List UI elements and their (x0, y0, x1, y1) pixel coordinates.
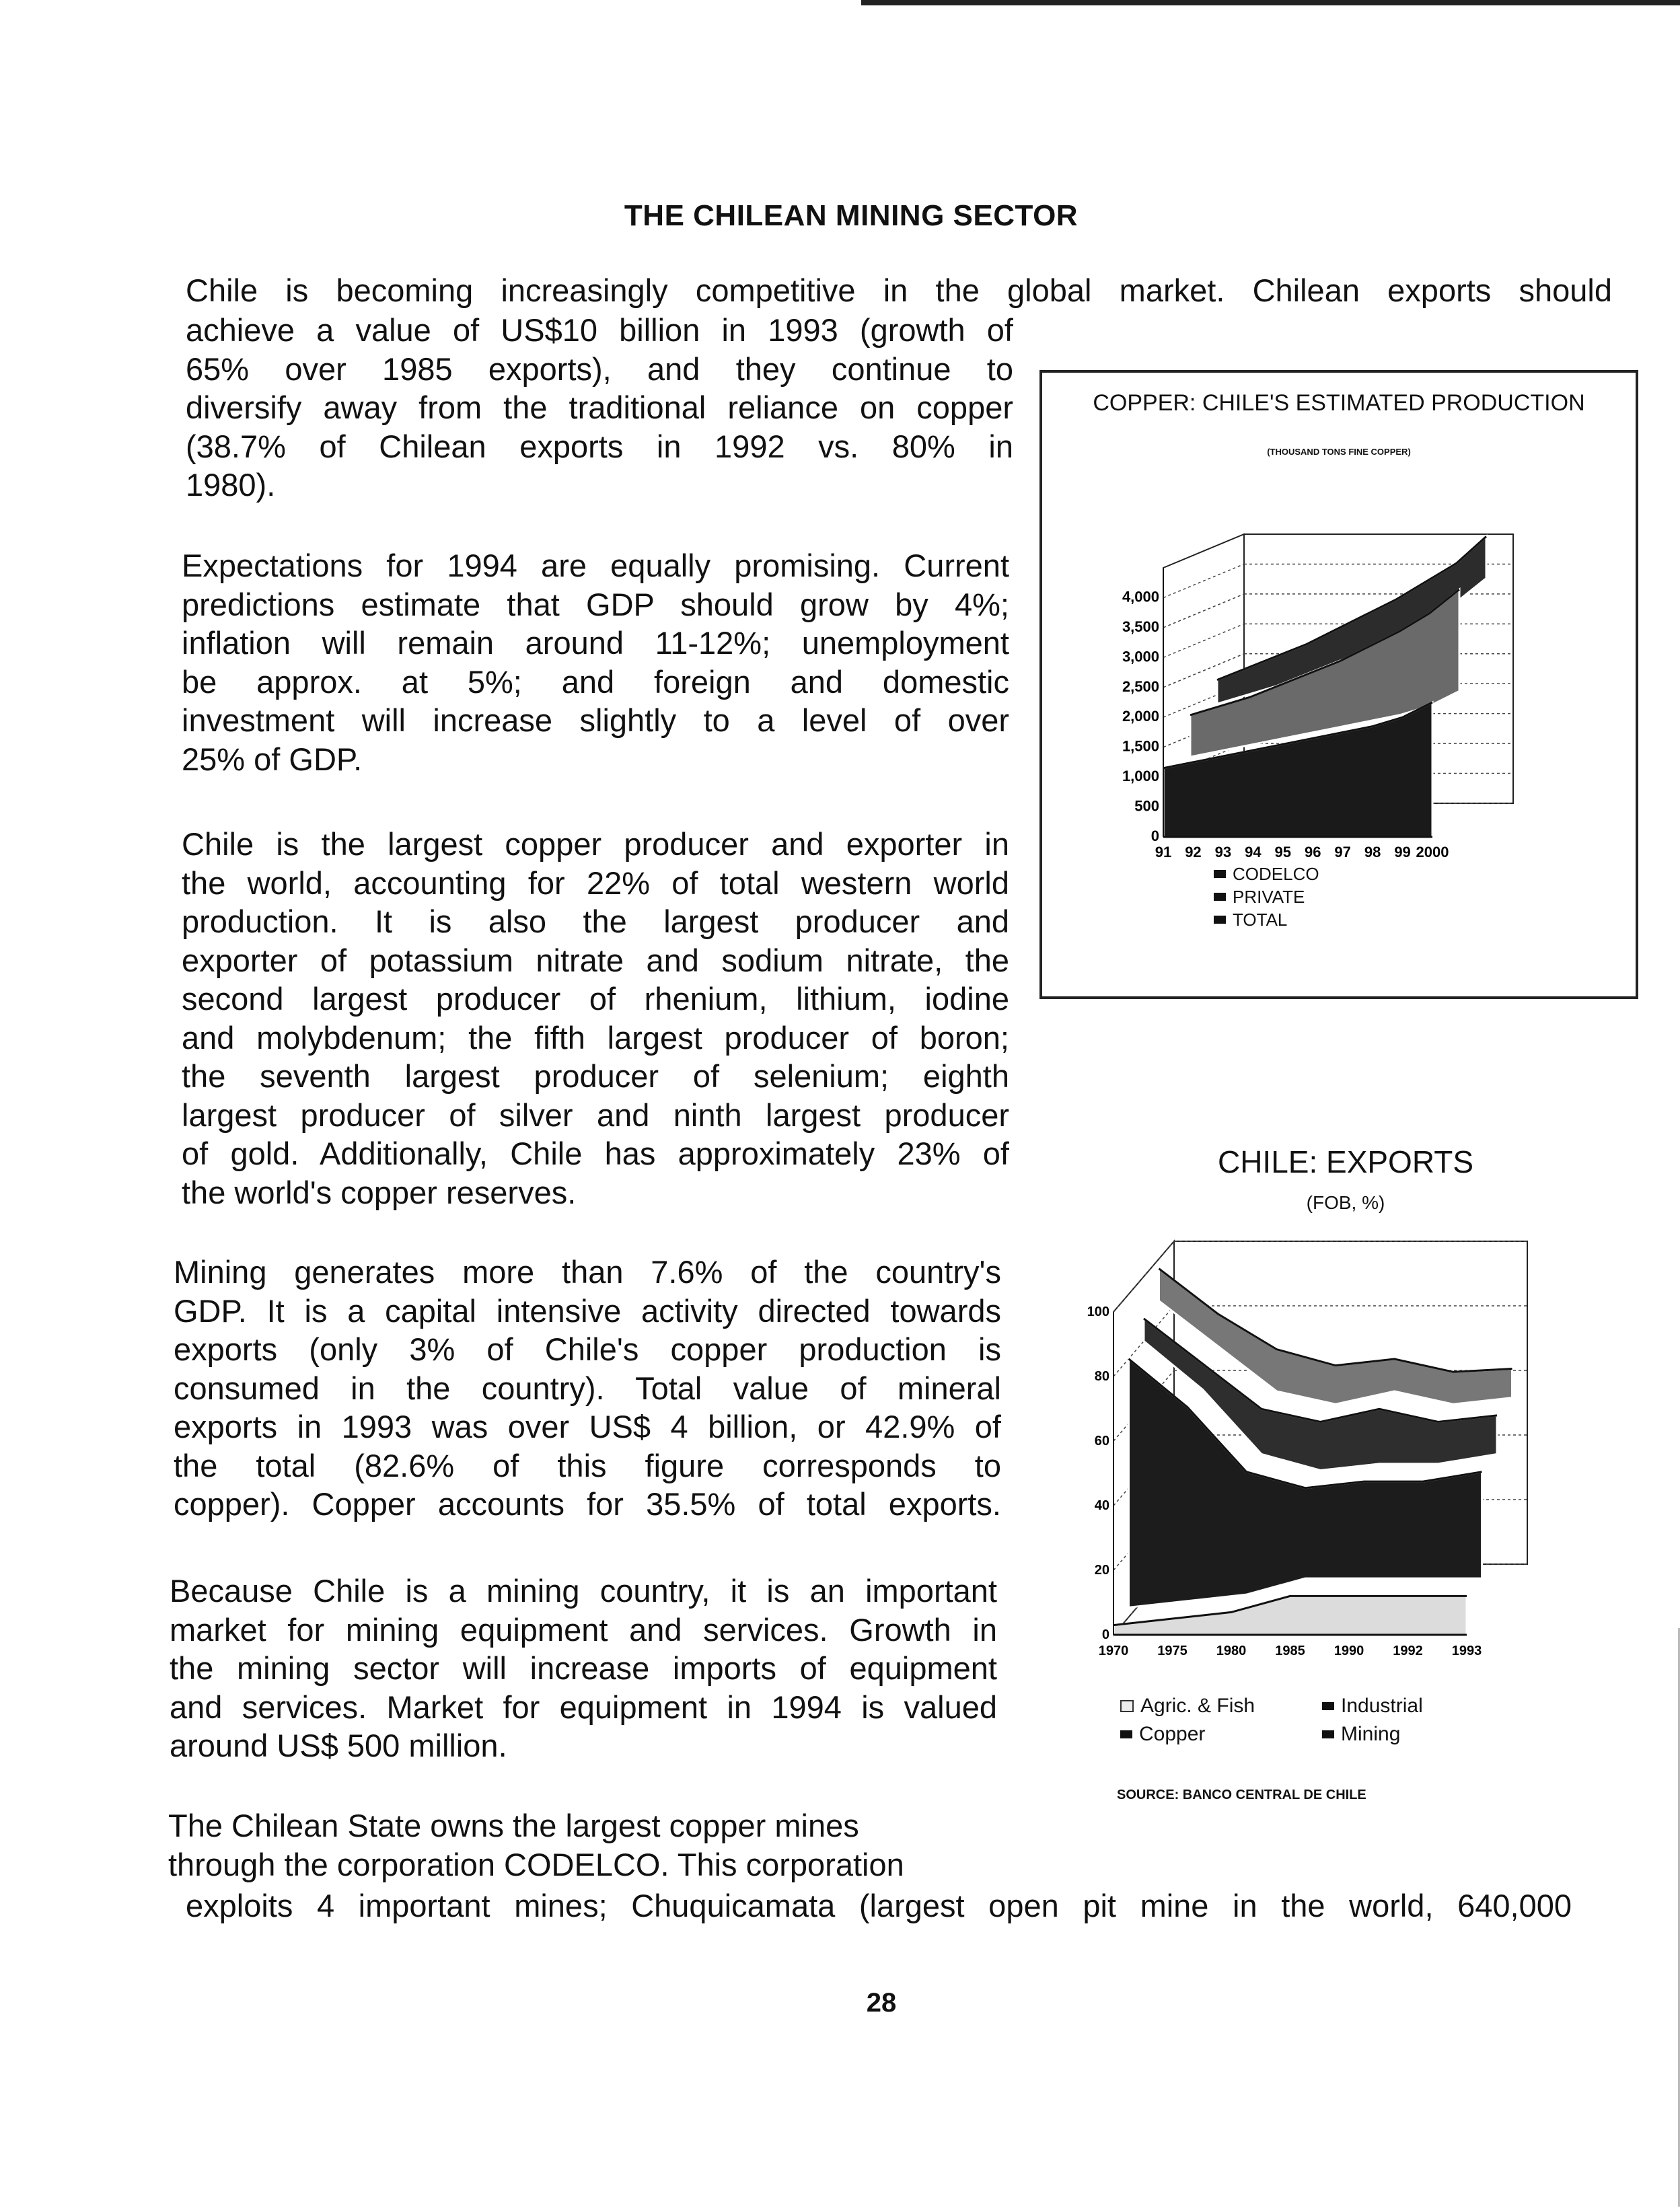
text-line: The Chilean State owns the largest copper mines (168, 1808, 859, 1843)
text-line: Chile is the largest copper producer and exporter in (182, 826, 1009, 862)
legend-label: PRIVATE (1233, 887, 1305, 907)
legend-item (1214, 862, 1319, 885)
text-line: Expectations for 1994 are equally promising. Current (182, 548, 1009, 583)
legend-item (1214, 908, 1319, 931)
x-tick-label: 92 (1185, 844, 1202, 860)
legend-label: Mining (1341, 1723, 1401, 1745)
x-tick-label: 2000 (1416, 844, 1449, 860)
side-gridline (1163, 624, 1244, 657)
legend-swatch (1214, 870, 1226, 878)
chart-title: COPPER: CHILE'S ESTIMATED PRODUCTION (1093, 390, 1585, 416)
text-line: GDP. It is a capital intensive activity directed towards (174, 1292, 1001, 1329)
text-line: market for mining equipment and services. Growth in (170, 1611, 997, 1648)
legend-swatch (1214, 893, 1226, 901)
exports-plot (1050, 1231, 1588, 1689)
text-line: 1980). (186, 467, 276, 503)
x-tick-label: 1992 (1393, 1644, 1423, 1658)
text-line: copper). Copper accounts for 35.5% of total exports. (174, 1486, 1001, 1522)
text-line: inflation will remain around 11-12%; unemployment (182, 625, 1009, 661)
text-line: around US$ 500 million. (170, 1728, 507, 1763)
legend-label: CODELCO (1233, 864, 1319, 884)
text-line: investment will increase slightly to a level of over (182, 702, 1009, 738)
x-tick-label: 1985 (1275, 1644, 1305, 1658)
x-tick-label: 99 (1394, 844, 1411, 860)
y-tick-label: 500 (1134, 797, 1159, 815)
text-line: exporter of potassium nitrate and sodium nitrate, the (182, 942, 1009, 978)
text-line: 25% of GDP. (182, 741, 363, 777)
last-line: exploits 4 important mines; Chuquicamata (largest open pit mine in the world, 640,000 (186, 1888, 1572, 1923)
text-line: of gold. Additionally, Chile has approximately 23% of (182, 1136, 1009, 1171)
paragraph-exports (186, 311, 1013, 505)
text-line: exports in 1993 was over US$ 4 billion, or 42.9% of (174, 1409, 1001, 1444)
legend-swatch (1214, 916, 1226, 924)
text-line: be approx. at 5%; and foreign and domestic (182, 663, 1009, 700)
y-tick-label: 2,500 (1122, 677, 1159, 695)
text-line: through the corporation CODELCO. This corporation (168, 1846, 904, 1882)
y-tick-label: 1,500 (1122, 737, 1159, 755)
legend-item (1214, 885, 1319, 908)
text-line: predictions estimate that GDP should grow by 4%; (182, 586, 1009, 622)
legend-swatch (1120, 1730, 1132, 1738)
legend-item (1322, 1720, 1400, 1749)
text-line: the mining sector will increase imports of equipment (170, 1650, 997, 1686)
chart-subtitle: (THOUSAND TONS FINE COPPER) (1267, 447, 1411, 457)
paragraph-codelco (168, 1806, 996, 1884)
x-tick-label: 96 (1304, 844, 1321, 860)
side-gridline (1163, 594, 1244, 628)
paragraph-equipment-market (170, 1572, 997, 1765)
legend-item (1322, 1692, 1423, 1720)
text-line: the seventh largest producer of selenium; eighth (182, 1058, 1009, 1094)
text-line: the total (82.6% of this figure corresponds to (174, 1447, 1001, 1483)
text-line: achieve a value of US$10 billion in 1993 (growth of (186, 312, 1013, 348)
text-line: (38.7% of Chilean exports in 1992 vs. 80% in (186, 428, 1013, 464)
text-line: second largest producer of rhenium, lithium, iodine (182, 981, 1009, 1017)
intro-line: Chile is becoming increasingly competitive in the global market. Chilean exports should (186, 272, 1612, 308)
text-line: diversify away from the traditional reliance on copper (186, 390, 1013, 425)
copper-production-chart (1039, 370, 1638, 999)
text-line: Mining generates more than 7.6% of the country's (174, 1254, 1001, 1290)
x-tick-label: 94 (1245, 844, 1262, 860)
y-tick-label: 3,500 (1122, 618, 1159, 635)
copper-production-plot (1042, 373, 1636, 996)
y-tick-label: 0 (1151, 827, 1159, 844)
legend-label: Agric. & Fish (1140, 1695, 1255, 1717)
text-line: 65% over 1985 exports), and they continue to (186, 351, 1013, 387)
legend-swatch (1322, 1730, 1334, 1738)
x-tick-label: 93 (1214, 844, 1232, 860)
text-line: the world, accounting for 22% of total western world (182, 864, 1009, 901)
legend-label: Industrial (1341, 1695, 1423, 1717)
y-tick-label: 100 (1087, 1304, 1109, 1319)
chart-source: SOURCE: BANCO CENTRAL DE CHILE (1117, 1788, 1366, 1802)
legend-label: Copper (1139, 1723, 1206, 1745)
x-tick-label: 1990 (1334, 1644, 1364, 1658)
exports-chart-title: CHILE: EXPORTS (1217, 1144, 1474, 1179)
y-tick-label: 3,000 (1122, 648, 1159, 665)
text-line: the world's copper reserves. (182, 1174, 577, 1210)
y-tick-label: 0 (1101, 1627, 1109, 1642)
legend-item (1120, 1720, 1295, 1749)
side-gridline (1163, 564, 1244, 597)
text-line: largest producer of silver and ninth largest producer (182, 1097, 1009, 1133)
y-tick-label: 1,000 (1122, 768, 1159, 785)
top-border-line (861, 0, 1680, 5)
x-tick-label: 1993 (1451, 1644, 1482, 1658)
exports-legend (1120, 1692, 1423, 1749)
legend-swatch (1322, 1702, 1334, 1710)
x-tick-label: 1970 (1098, 1644, 1129, 1658)
text-line: production. It is also the largest producer and (182, 904, 1009, 939)
x-tick-label: 1980 (1216, 1644, 1247, 1658)
y-tick-label: 40 (1094, 1498, 1109, 1513)
page-number: 28 (866, 1988, 897, 2018)
y-tick-label: 2,000 (1122, 708, 1159, 725)
text-line: consumed in the country). Total value of mineral (174, 1370, 1001, 1406)
x-tick-label: 97 (1334, 844, 1351, 860)
x-tick-label: 91 (1155, 844, 1172, 860)
x-tick-label: 1975 (1157, 1644, 1188, 1658)
y-tick-label: 60 (1094, 1434, 1109, 1448)
legend-label: TOTAL (1233, 910, 1288, 930)
text-line: exports (only 3% of Chile's copper production is (174, 1331, 1001, 1367)
text-line: and services. Market for equipment in 1994 is valued (170, 1689, 997, 1725)
legend-swatch (1120, 1700, 1134, 1712)
legend-item (1120, 1692, 1295, 1720)
paragraph-copper-producer (182, 825, 1009, 1212)
paragraph-expectations (182, 546, 1009, 778)
x-tick-label: 98 (1364, 844, 1381, 860)
paragraph-mining-gdp (174, 1253, 1001, 1524)
chart-legend (1214, 862, 1319, 931)
exports-chart-subtitle: (FOB, %) (1306, 1192, 1385, 1213)
y-tick-label: 80 (1094, 1369, 1109, 1384)
text-line: Because Chile is a mining country, it is an important (170, 1573, 997, 1609)
page-title: THE CHILEAN MINING SECTOR (624, 199, 1079, 232)
y-tick-label: 20 (1094, 1563, 1109, 1578)
x-tick-label: 95 (1274, 844, 1292, 860)
y-tick-label: 4,000 (1122, 588, 1159, 605)
text-line: and molybdenum; the fifth largest producer of boron; (182, 1019, 1009, 1056)
